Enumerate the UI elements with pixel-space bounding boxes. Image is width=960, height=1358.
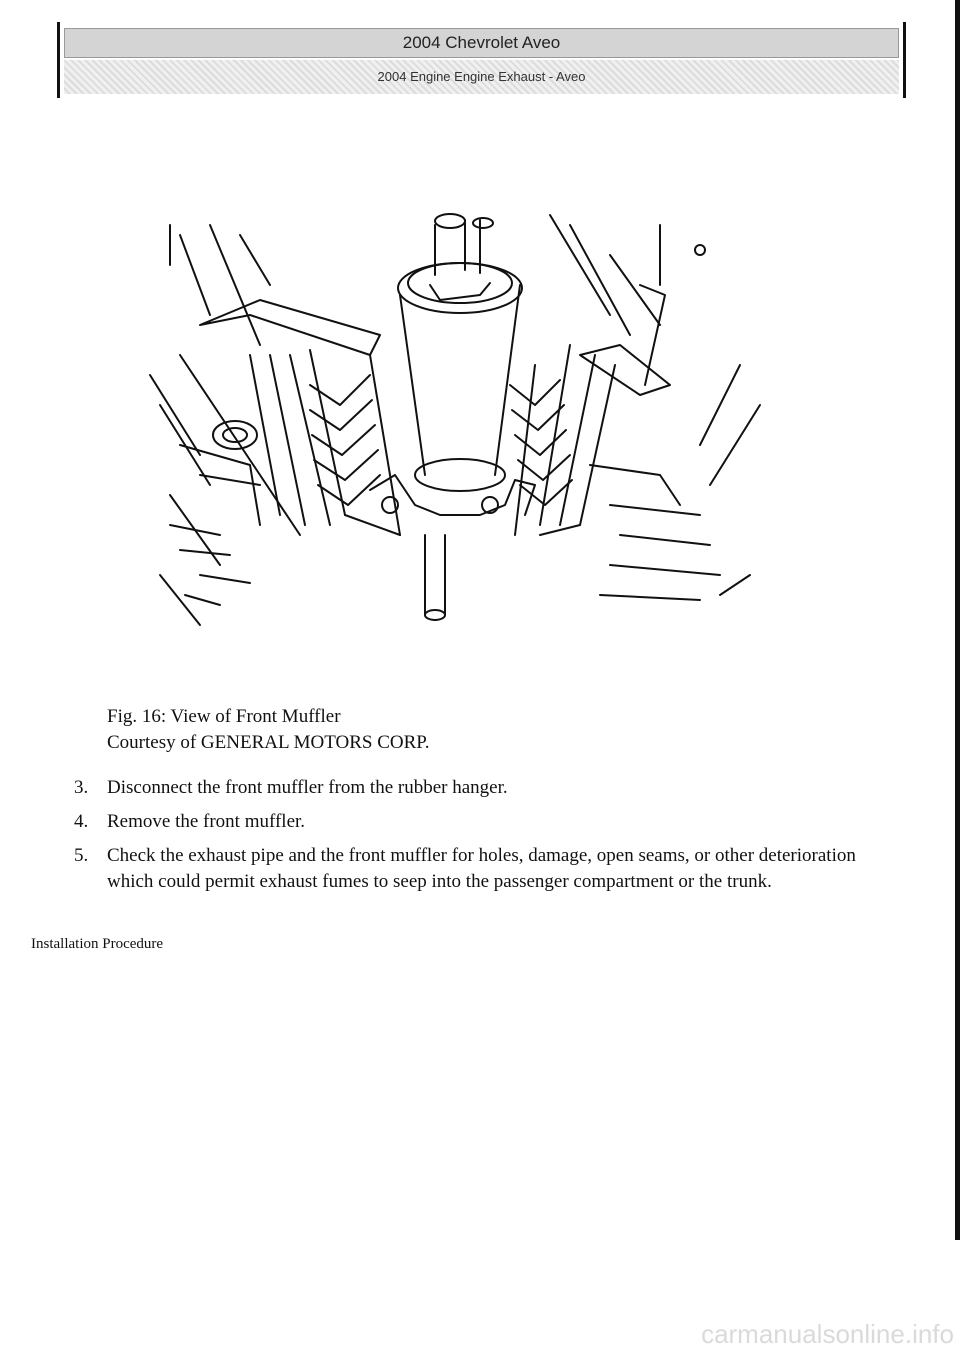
step-number: 5. (74, 845, 89, 866)
header-left-rule (57, 22, 60, 98)
step-text: Disconnect the front muffler from the rubber hanger. (107, 777, 508, 798)
page-header (57, 22, 906, 98)
step-item (74, 843, 904, 895)
step-text: Remove the front muffler. (107, 811, 306, 832)
step-text: Check the exhaust pipe and the front muffler for holes, damage, open seams, or other deterioration which could permit exhaust fumes to seep into the passenger compartment or the trunk. (107, 845, 856, 892)
figure-caption-title: Fig. 16: View of Front Muffler (107, 706, 341, 727)
step-item (74, 809, 904, 835)
figure-caption (107, 704, 430, 756)
front-muffler-illustration (140, 205, 770, 645)
figure-caption-credit: Courtesy of GENERAL MOTORS CORP. (107, 732, 430, 753)
document-subtitle: 2004 Engine Engine Exhaust - Aveo (64, 60, 899, 94)
header-right-rule (903, 22, 906, 98)
watermark: carmanualsonline.info (701, 1319, 954, 1349)
section-heading-installation: Installation Procedure (31, 936, 164, 952)
document-title: 2004 Chevrolet Aveo (64, 28, 899, 58)
step-number: 4. (74, 811, 89, 832)
step-number: 3. (74, 777, 89, 798)
step-item (74, 775, 904, 801)
page-right-border (955, 0, 960, 1240)
procedure-steps (74, 775, 904, 903)
